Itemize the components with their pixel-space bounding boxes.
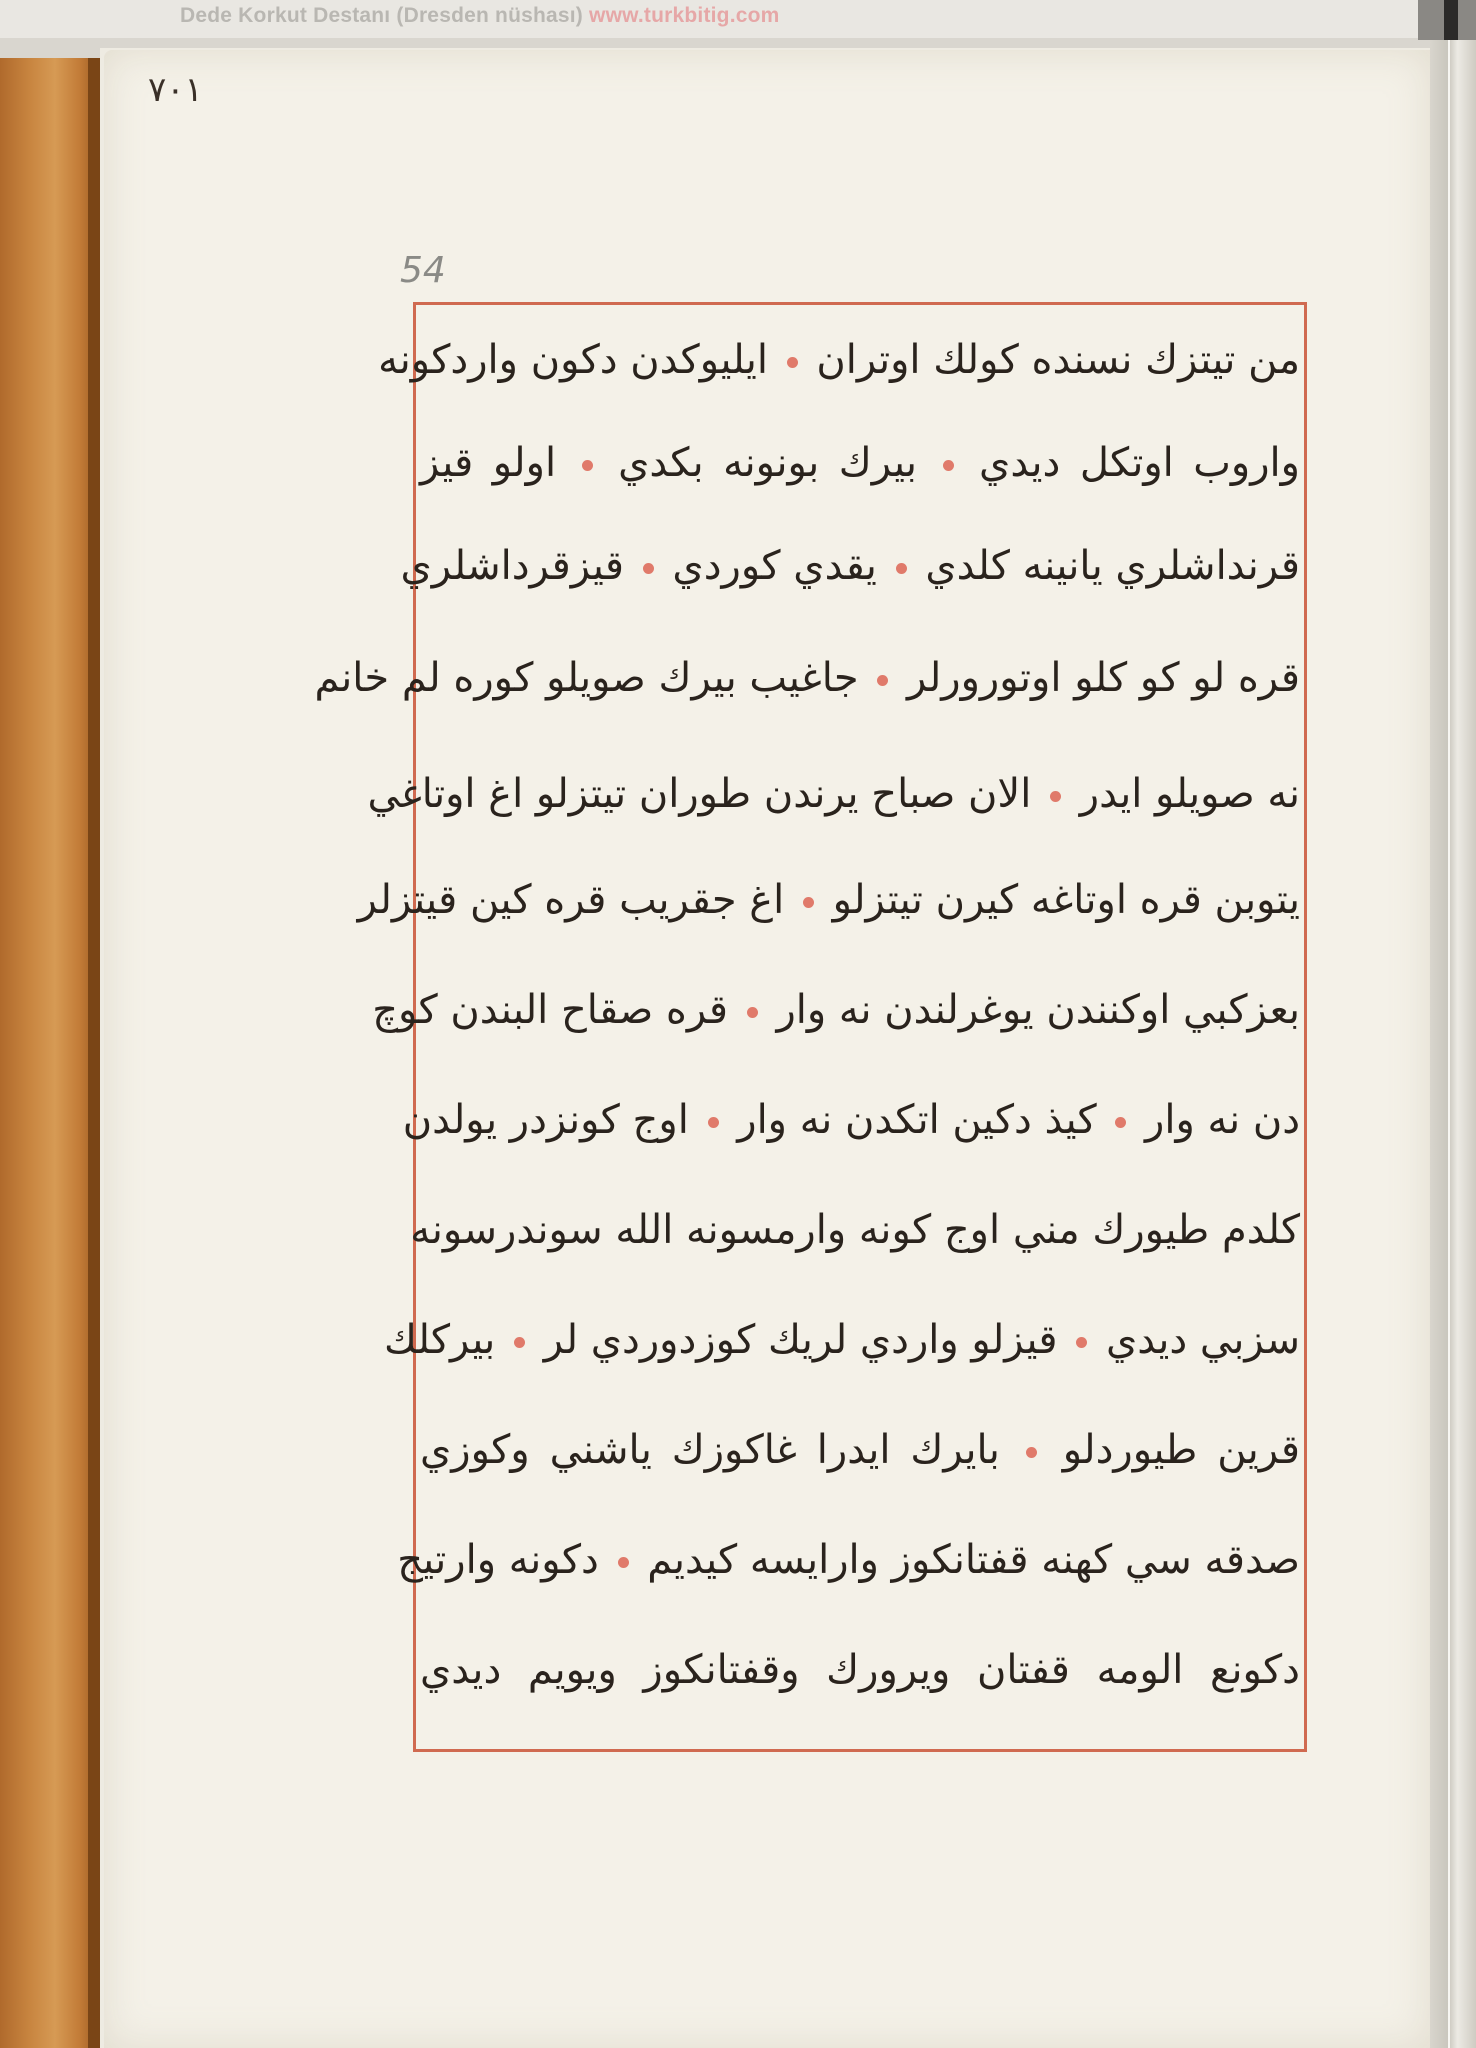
header-title: Dede Korkut Destanı (Dresden nüshası) [180,4,583,27]
rubric-dot [877,675,888,686]
rubric-dot [708,1117,719,1128]
manuscript-line-7: بعزكبي اوكنندن يوغرلندن نه وار قره صقاح البندن كوچ [372,987,1300,1033]
rubric-dot [582,460,593,471]
manuscript-line-1: من تيتزك نسنده كولك اوتران ايليوكدن دكون واردكونه [378,337,1300,383]
manuscript-line-10: سزبي ديدي قيزلو واردي لريك كوزدوردي لر بيركلك [384,1317,1300,1363]
manuscript-line-9: كلدم طيورك مني اوج كونه وارمسونه الله سوندرسونه [410,1207,1300,1253]
rubric-dot [1026,1447,1037,1458]
manuscript-line-5: نه صويلو ايدر الان صباح يرندن طوران تيتزلو اغ اوتاغي [367,771,1300,817]
rubric-dot [1050,791,1061,802]
rubric-dot [943,460,954,471]
rubric-dot [618,1557,629,1568]
manuscript-line-13: دكونع الومه قفتان ويرورك وقفتانكوز ويويم ديدي [420,1647,1300,1693]
manuscript-line-11: قرين طيوردلو بايرك ايدرا غاكوزك ياشني وكوزي [420,1427,1300,1473]
pencil-page-number: 54 [400,250,446,291]
folio-number: ١٠٧ [148,70,203,110]
manuscript-line-6: يتوبن قره اوتاغه كيرن تيتزلو اغ جقريب قره كين قيتزلر [357,877,1300,923]
manuscript-line-12: صدقه سي كهنه قفتانكوز وارايسه كيديم دكونه وارتيج [397,1537,1300,1583]
page-edges-stack [1430,40,1476,2048]
rubric-dot [514,1337,525,1348]
rubric-dot [1115,1117,1126,1128]
rubric-dot [1076,1337,1087,1348]
manuscript-line-2: واروب اوتكل ديدي بيرك بونونه بكدي اولو قيز [420,440,1300,486]
book-cover-spine [0,58,100,2048]
rubric-dot [787,357,798,368]
binding-corner [1418,0,1476,40]
watermark-header [180,4,780,28]
rubric-dot [803,897,814,908]
manuscript-line-8: دن نه وار كيذ دكين اتكدن نه وار اوج كونزدر يولدن [402,1097,1300,1143]
manuscript-line-4: قره لو كو كلو اوتورورلر جاغيب بيرك صويلو كوره لم خانم [314,655,1300,701]
manuscript-line-3: قرنداشلري يانينه كلدي يقدي كوردي قيزقرداشلري [400,543,1300,589]
header-url[interactable]: www.turkbitig.com [589,4,780,27]
rubric-dot [896,563,907,574]
rubric-dot [643,563,654,574]
rubric-dot [747,1007,758,1018]
